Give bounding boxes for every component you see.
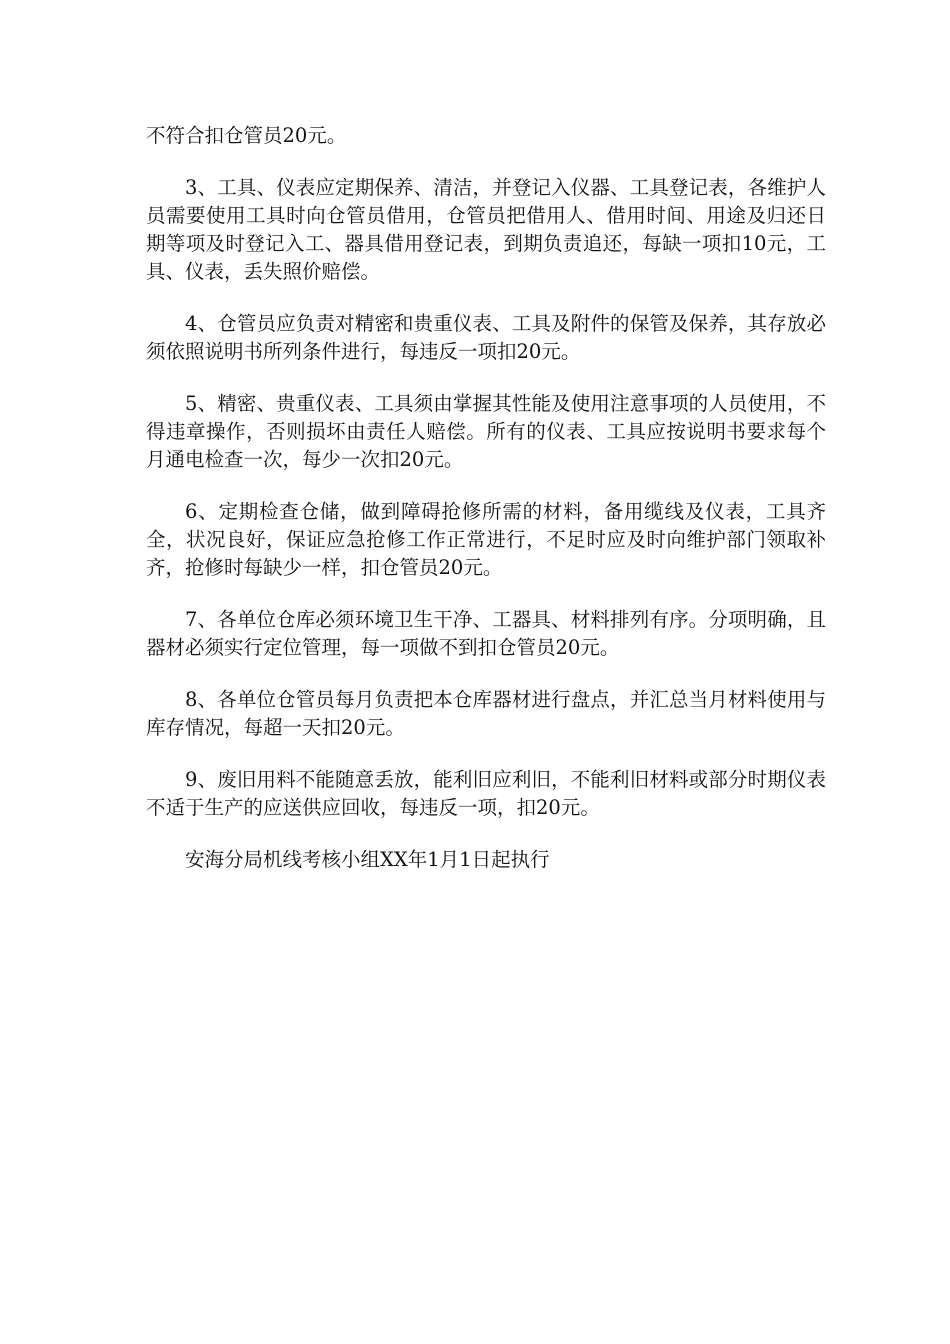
paragraph-rule-6: 6、定期检查仓储，做到障碍抢修所需的材料，备用缆线及仪表，工具齐全，状况良好，保证应急抢修工作正常进行，不足时应及时向维护部门领取补齐，抢修时每缺少一样，扣仓管员20元。 [146, 500, 826, 579]
paragraph-rule-9: 9、废旧用料不能随意丢放，能利旧应利旧，不能利旧材料或部分时期仪表不适于生产的应送供应回收，每违反一项，扣20元。 [146, 768, 826, 819]
paragraph-rule-4: 4、仓管员应负责对精密和贵重仪表、工具及附件的保管及保养，其存放必须依照说明书所列条件进行，每违反一项扣20元。 [146, 312, 826, 363]
document-page [146, 122, 826, 898]
paragraph-rule-8: 8、各单位仓管员每月负责把本仓库器材进行盘点，并汇总当月材料使用与库存情况，每超一天扣20元。 [146, 688, 826, 739]
paragraph-rule-3: 3、工具、仪表应定期保养、清洁，并登记入仪器、工具登记表，各维护人员需要使用工具时向仓管员借用，仓管员把借用人、借用时间、用途及归还日期等项及时登记入工、器具借用登记表，到期负责追还，每缺一项扣10元，工具、仪表，丢失照价赔偿。 [146, 176, 826, 283]
paragraph-continuation: 不符合扣仓管员20元。 [146, 124, 347, 147]
paragraph-rule-5: 5、精密、贵重仪表、工具须由掌握其性能及使用注意事项的人员使用，不得违章操作，否则损坏由责任人赔偿。所有的仪表、工具应按说明书要求每个月通电检查一次，每少一次扣20元。 [146, 392, 826, 471]
signature-line: 安海分局机线考核小组XX年1月1日起执行 [185, 848, 550, 871]
paragraph-rule-7: 7、各单位仓库必须环境卫生干净、工器具、材料排列有序。分项明确，且器材必须实行定位管理，每一项做不到扣仓管员20元。 [146, 608, 826, 659]
